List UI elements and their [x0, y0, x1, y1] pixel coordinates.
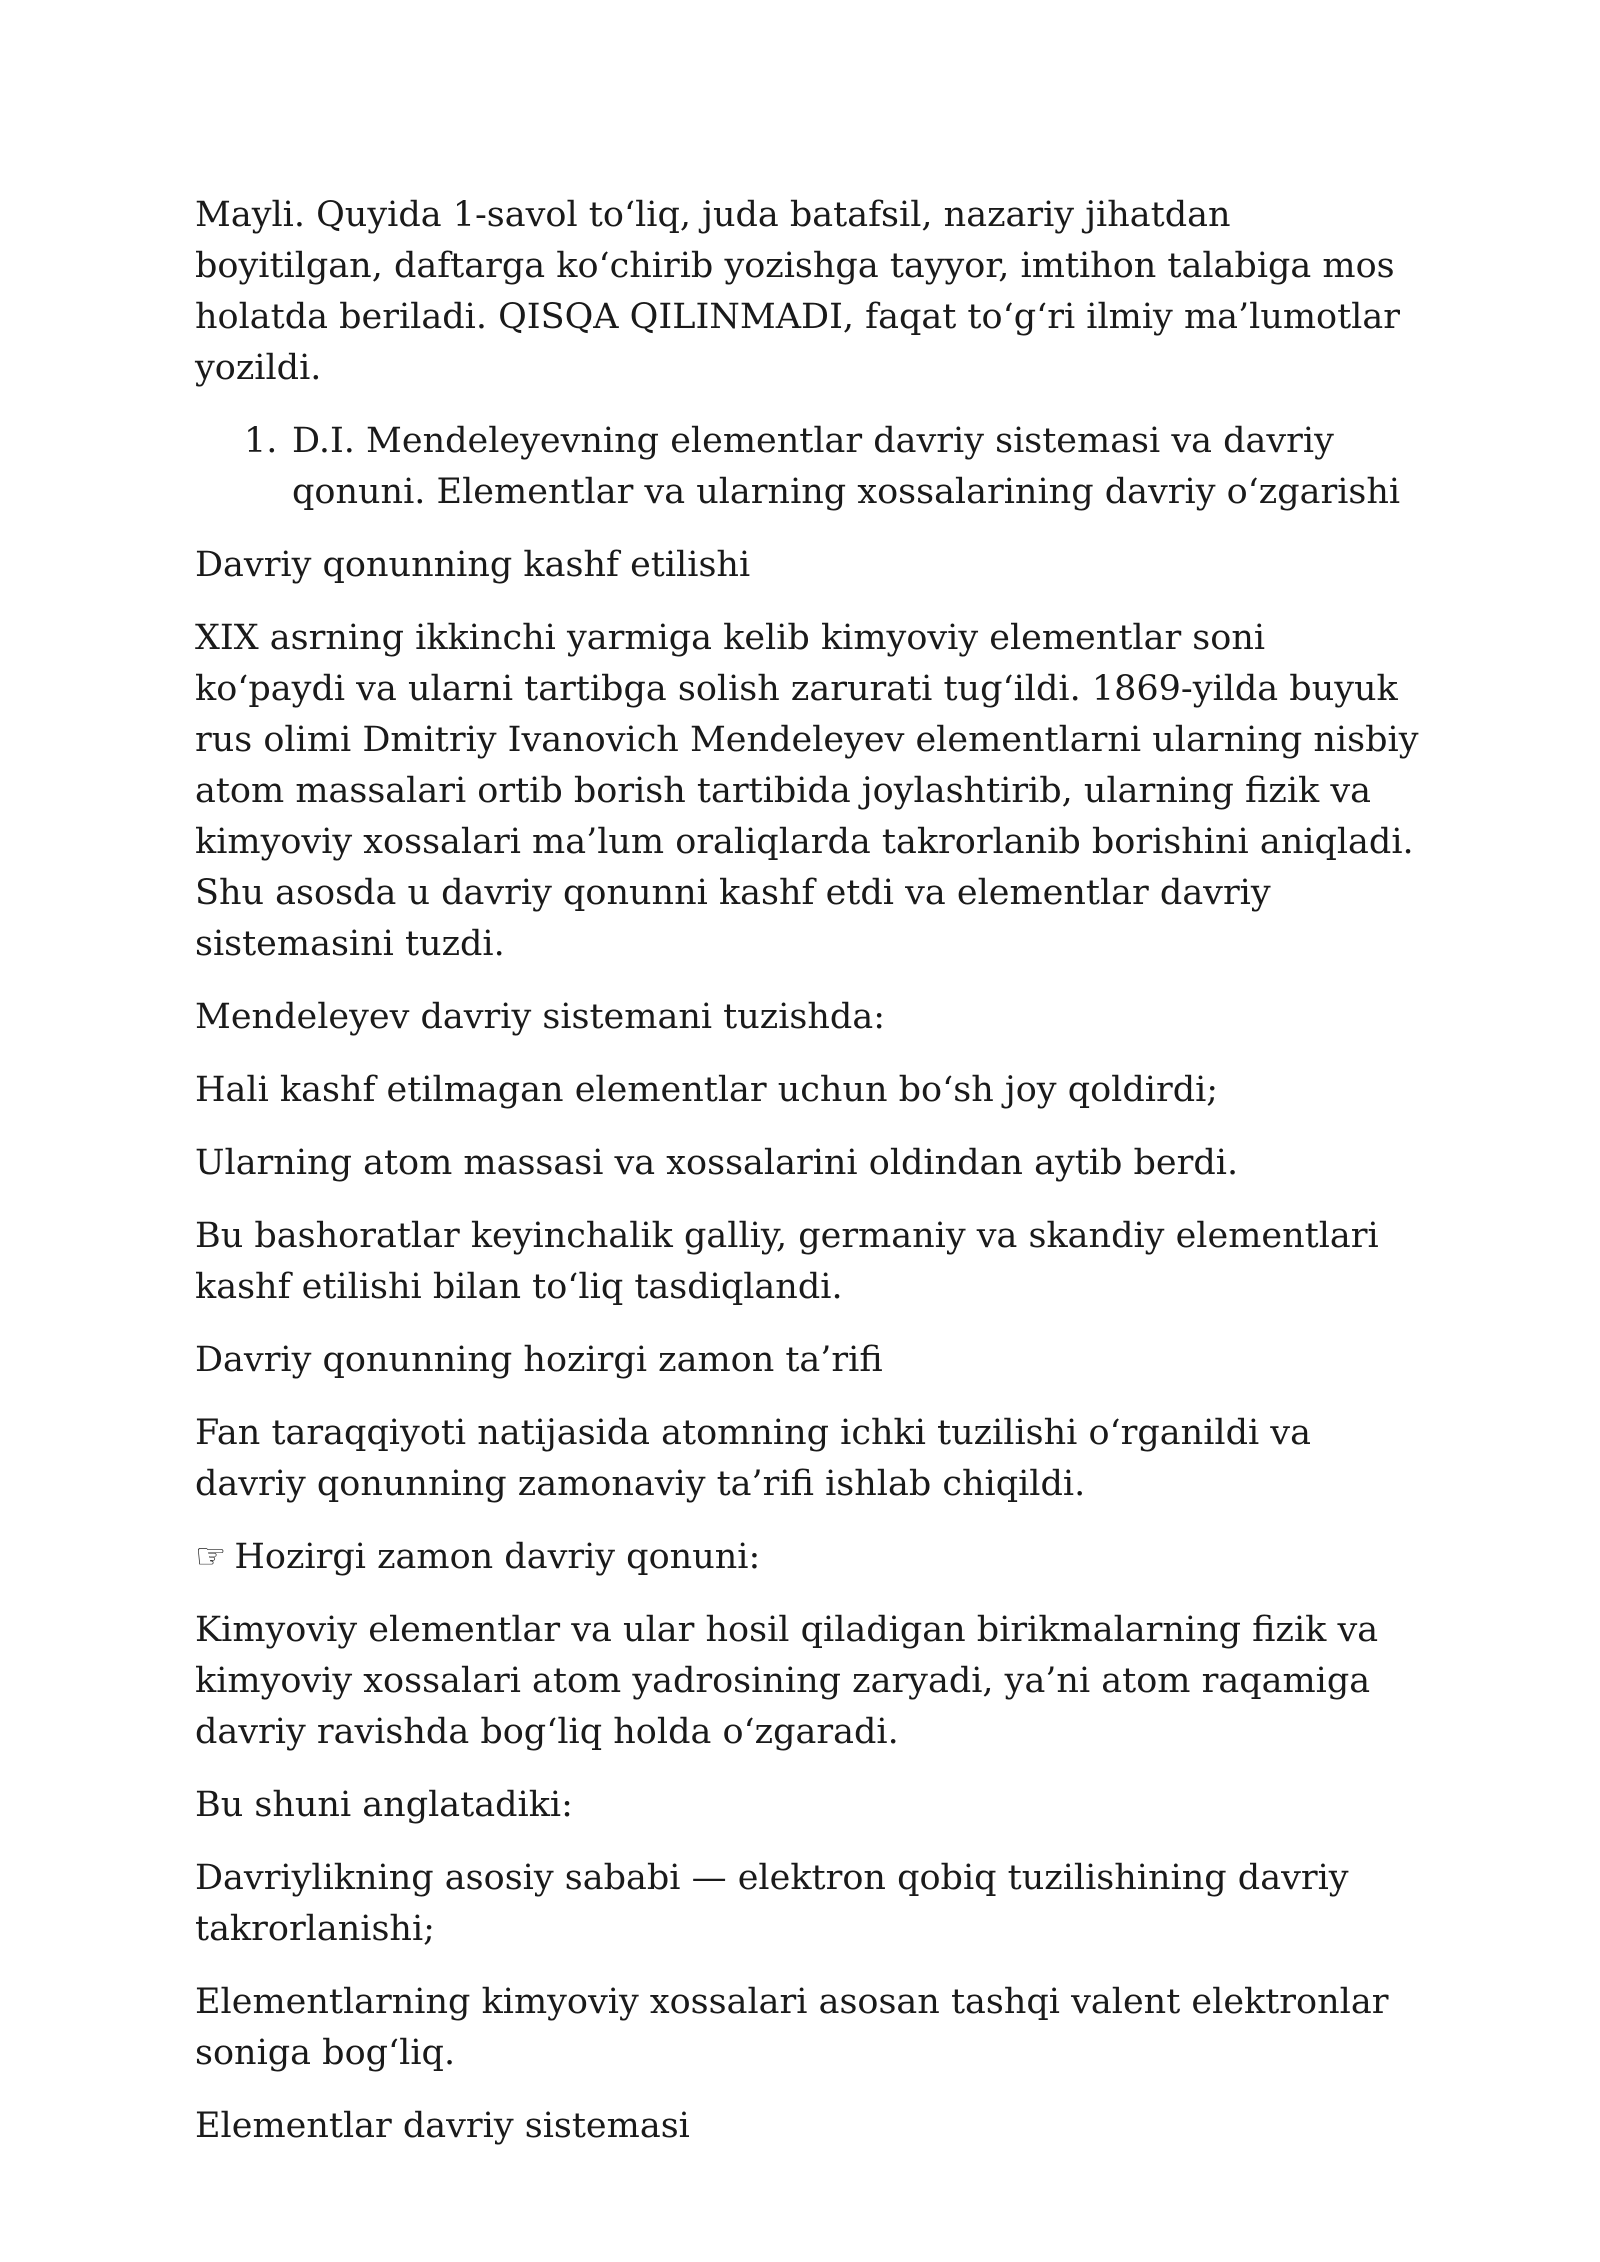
paragraph: XIX asrning ikkinchi yarmiga kelib kimyoviy elementlar soni ko‘paydi va ularni tartibga solish zarurati tug‘ildi. 1869-yilda buyuk rus olimi Dmitriy Ivanovich Mendeleyev elementlarni ularning nisbiy atom massalari ortib borish tartibida joylashtirib, ularning fizik va kimyoviy xossalari ma’lum oraliqlarda takrorlanib borishini aniqladi. Shu asosda u davriy qonunni kashf etdi va elementlar davriy sistemasini tuzdi.: [195, 618, 1419, 964]
pointer-text: Hozirgi zamon davriy qonuni:: [234, 1537, 761, 1577]
pointing-hand-icon: ☞: [195, 1537, 227, 1577]
paragraph: Elementlarning kimyoviy xossalari asosan tashqi valent elektronlar soniga bog‘liq.: [195, 1982, 1389, 2073]
numbered-list-item: [195, 416, 1425, 518]
paragraph: Mendeleyev davriy sistemani tuzishda:: [195, 997, 885, 1037]
section-heading: Davriy qonunning hozirgi zamon ta’rifi: [195, 1340, 883, 1380]
paragraph: Fan taraqqiyoti natijasida atomning ichki tuzilishi o‘rganildi va davriy qonunning zamonaviy ta’rifi ishlab chiqildi.: [195, 1413, 1311, 1504]
intro-paragraph: Mayli. Quyida 1-savol to‘liq, juda batafsil, nazariy jihatdan boyitilgan, daftarga ko‘chirib yozishga tayyor, imtihon talabiga mos holatda beriladi. QISQA QILINMADI, faqat to‘g‘ri ilmiy ma’lumotlar yozildi.: [195, 195, 1400, 388]
paragraph: Kimyoviy elementlar va ular hosil qiladigan birikmalarning fizik va kimyoviy xossalari atom yadrosining zaryadi, ya’ni atom raqamiga davriy ravishda bog‘liq holda o‘zgaradi.: [195, 1610, 1379, 1752]
list-number: 1.: [244, 421, 278, 461]
paragraph: Hali kashf etilmagan elementlar uchun bo‘sh joy qoldirdi;: [195, 1070, 1219, 1110]
pointer-line: [195, 1532, 1425, 1583]
section-heading: Elementlar davriy sistemasi: [195, 2106, 690, 2146]
paragraph: Davriylikning asosiy sababi — elektron qobiq tuzilishining davriy takrorlanishi;: [195, 1858, 1349, 1949]
document-page: [195, 190, 1425, 2174]
paragraph: Bu bashoratlar keyinchalik galliy, germaniy va skandiy elementlari kashf etilishi bilan to‘liq tasdiqlandi.: [195, 1216, 1379, 1307]
section-heading: Davriy qonunning kashf etilishi: [195, 545, 751, 585]
paragraph: Ularning atom massasi va xossalarini oldindan aytib berdi.: [195, 1143, 1239, 1183]
list-item-text: D.I. Mendeleyevning elementlar davriy sistemasi va davriy qonuni. Elementlar va ularning xossalarining davriy o‘zgarishi: [292, 421, 1401, 512]
paragraph: Bu shuni anglatadiki:: [195, 1785, 573, 1825]
